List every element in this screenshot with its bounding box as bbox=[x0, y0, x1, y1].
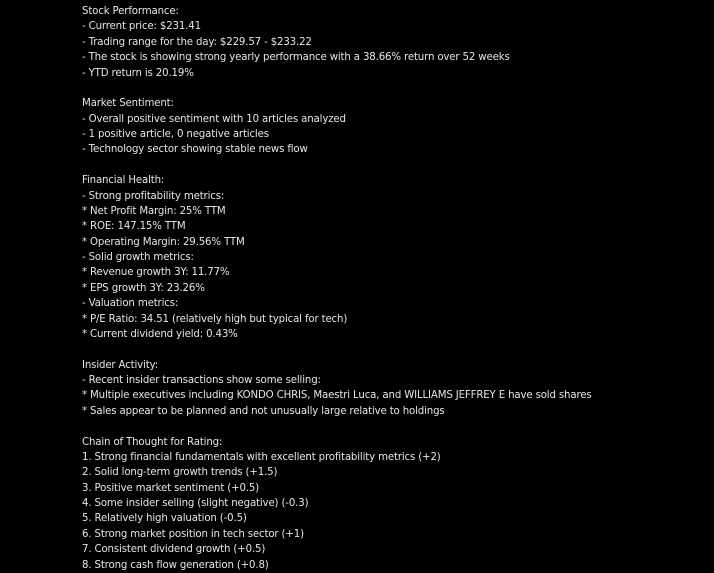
section-line: * Net Profit Margin: 25% TTM bbox=[82, 205, 226, 217]
section-line: - 1 positive article, 0 negative articles bbox=[82, 129, 269, 140]
section-line: 5. Relatively high valuation (-0.5) bbox=[82, 513, 247, 525]
section-line: * Sales appear to be planned and not unusually large relative to holdings bbox=[82, 405, 445, 417]
section-line: 4. Some insider selling (slight negative) (-0.3) bbox=[82, 498, 309, 509]
section-line: - Solid growth metrics: bbox=[82, 252, 194, 263]
section-line: - Strong profitability metrics: bbox=[82, 190, 225, 202]
blank-line bbox=[82, 419, 592, 434]
section-line: * Multiple executives including KONDO CHRIS, Maestri Luca, and WILLIAMS JEFFREY E have sold shares bbox=[82, 390, 592, 402]
section-line: - The stock is showing strong yearly performance with a 38.66% return over 52 weeks bbox=[82, 52, 510, 64]
section-line: 8. Strong cash flow generation (+0.8) bbox=[82, 559, 269, 571]
section-line: * Current dividend yield: 0.43% bbox=[82, 328, 238, 340]
section-heading: Financial Health: bbox=[82, 175, 165, 187]
section-line: 2. Solid long-term growth trends (+1.5) bbox=[82, 467, 278, 479]
section-line: 7. Consistent dividend growth (+0.5) bbox=[82, 544, 266, 556]
section-line: 3. Positive market sentiment (+0.5) bbox=[82, 482, 260, 494]
section-line: * EPS growth 3Y: 23.26% bbox=[82, 282, 205, 294]
section-heading: Insider Activity: bbox=[82, 359, 158, 371]
section bbox=[82, 4, 592, 96]
section-line: 1. Strong financial fundamentals with excellent profitability metrics (+2) bbox=[82, 451, 441, 463]
section-line: - YTD return is 20.19% bbox=[82, 67, 194, 79]
section-line: - Overall positive sentiment with 10 articles analyzed bbox=[82, 113, 346, 125]
section-line: - Recent insider transactions show some selling: bbox=[82, 375, 321, 386]
section-line: * ROE: 147.15% TTM bbox=[82, 221, 186, 233]
section bbox=[82, 96, 592, 173]
section bbox=[82, 358, 592, 435]
section-line: * P/E Ratio: 34.51 (relatively high but typical for tech) bbox=[82, 313, 348, 325]
blank-line bbox=[82, 342, 592, 357]
analysis-document bbox=[82, 4, 592, 573]
section-heading: Chain of Thought for Rating: bbox=[82, 436, 223, 448]
section-line: - Valuation metrics: bbox=[82, 298, 179, 310]
section-line: * Revenue growth 3Y: 11.77% bbox=[82, 267, 230, 279]
blank-line bbox=[82, 158, 592, 173]
section-line: - Technology sector showing stable news flow bbox=[82, 144, 308, 156]
section-heading: Market Sentiment: bbox=[82, 98, 174, 110]
blank-line bbox=[82, 81, 592, 96]
section-line: 6. Strong market position in tech sector (+1) bbox=[82, 528, 304, 540]
section-line: - Trading range for the day: $229.57 - $233.22 bbox=[82, 36, 312, 48]
section-line: - Current price: $231.41 bbox=[82, 21, 201, 33]
section bbox=[82, 173, 592, 358]
section bbox=[82, 435, 592, 573]
section-heading: Stock Performance: bbox=[82, 6, 179, 17]
section-line: * Operating Margin: 29.56% TTM bbox=[82, 236, 245, 248]
